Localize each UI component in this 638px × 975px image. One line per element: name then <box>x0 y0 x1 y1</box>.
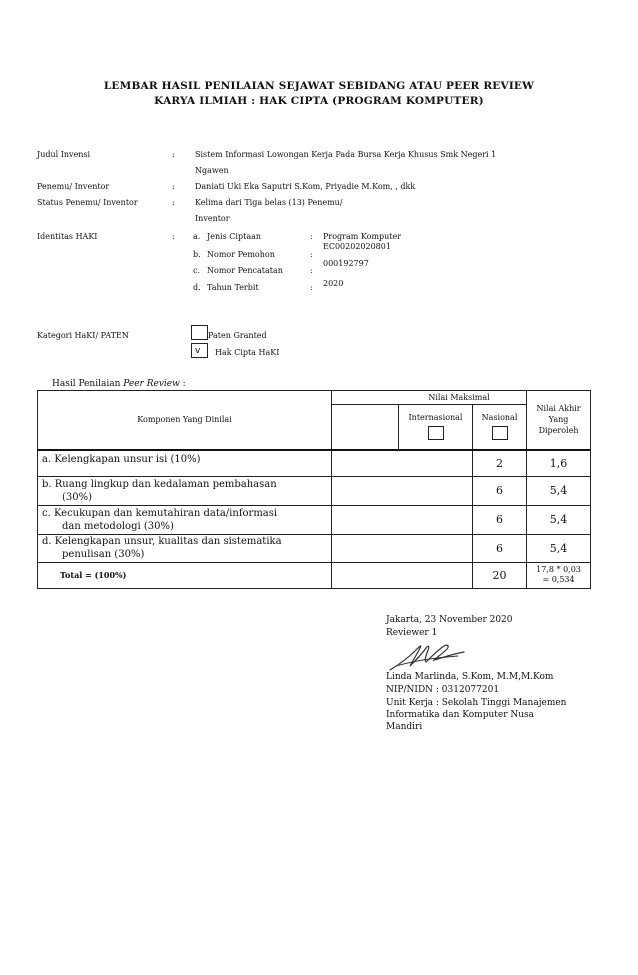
identitas-item-a-colon: : <box>310 232 313 241</box>
total-akhir <box>527 562 591 588</box>
identitas-item-c-letter: c. <box>193 266 201 275</box>
identitas-colon: : <box>172 232 175 241</box>
row-c-internasional <box>332 505 473 534</box>
identitas-item-a-value: Program Komputer <box>323 232 402 241</box>
status-value-line2: Inventor <box>195 214 230 223</box>
reviewer-name: Linda Marlinda, S.Kom, M.M,M.Kom <box>386 672 554 682</box>
identitas-label: Identitas HAKI <box>37 232 98 241</box>
row-d-akhir: 5,4 <box>527 534 591 562</box>
row-c-nasional: 6 <box>473 505 527 534</box>
judul-value-line2: Ngawen <box>195 166 229 175</box>
row-a-komponen: a. Kelengkapan unsur isi (10%) <box>38 450 332 477</box>
identitas-item-c-colon: : <box>310 266 313 275</box>
check-mark-icon: v <box>195 346 201 356</box>
total-akhir-line2: = 0,534 <box>542 575 575 585</box>
total-nasional: 20 <box>473 562 527 588</box>
status-colon: : <box>172 198 175 207</box>
header-nilai-maksimal <box>332 391 527 405</box>
kategori-label: Kategori HaKI/ PATEN <box>37 331 129 340</box>
hasil-prefix: Hasil Penilaian <box>52 379 124 389</box>
row-c-line1: c. Kecukupan dan kemutahiran data/informasi <box>42 507 278 519</box>
identitas-item-b-label: Nomor Pemohon <box>207 250 275 259</box>
table-row <box>38 450 591 477</box>
status-label: Status Penemu/ Inventor <box>37 198 138 207</box>
total-internasional <box>332 562 473 588</box>
row-a-akhir: 1,6 <box>527 450 591 477</box>
row-b-komponen <box>38 477 332 505</box>
identitas-item-c-label: Nomor Pencatatan <box>207 266 283 275</box>
row-d-internasional <box>332 534 473 562</box>
header-komponen: Komponen Yang Dinilai <box>38 391 332 450</box>
penemu-colon: : <box>172 182 175 191</box>
row-c-line2: dan metodologi (30%) <box>62 520 174 532</box>
header-nilai-akhir-line2: Yang <box>548 415 569 425</box>
header-internasional-text: Internasional <box>408 413 463 423</box>
header-spacer <box>332 405 399 450</box>
row-b-akhir: 5,4 <box>527 477 591 505</box>
total-akhir-line1: 17,8 * 0,03 <box>536 565 581 575</box>
peer-review-table <box>37 390 591 589</box>
row-a-internasional <box>332 450 473 477</box>
header-nilai-akhir <box>527 391 591 450</box>
hasil-suffix: : <box>179 379 186 389</box>
header-nasional <box>473 405 527 450</box>
row-c-komponen <box>38 505 332 534</box>
judul-label: Judul Invensi <box>37 150 91 159</box>
header-internasional <box>399 405 473 450</box>
identitas-item-b-colon: : <box>310 250 313 259</box>
internasional-checkbox[interactable] <box>428 426 444 440</box>
total-label: Total = (100%) <box>38 562 332 588</box>
table-row <box>38 534 591 562</box>
identitas-item-a-label: Jenis Ciptaan <box>207 232 262 241</box>
identitas-item-b-letter: b. <box>193 250 201 259</box>
row-d-nasional: 6 <box>473 534 527 562</box>
document-title-line1: LEMBAR HASIL PENILAIAN SEJAWAT SEBIDANG ATAU PEER REVIEW <box>103 80 535 92</box>
hasil-penilaian-heading <box>52 379 186 389</box>
table-row <box>38 477 591 505</box>
identitas-item-b-value: EC00202020801 <box>323 242 391 251</box>
paten-granted-label: Paten Granted <box>208 331 267 340</box>
hak-cipta-checkbox[interactable] <box>191 343 208 358</box>
row-c-akhir: 5,4 <box>527 505 591 534</box>
row-b-nasional: 6 <box>473 477 527 505</box>
row-d-line1: d. Kelengkapan unsur, kualitas dan sistematika <box>42 536 282 548</box>
status-value-line1: Kelima dari Tiga belas (13) Penemu/ <box>195 198 343 207</box>
row-b-line2: (30%) <box>62 491 93 503</box>
row-a-nasional: 2 <box>473 450 527 477</box>
signature-image <box>386 640 468 674</box>
table-row-total <box>38 562 591 588</box>
identitas-item-d-letter: d. <box>193 283 201 292</box>
judul-colon: : <box>172 150 175 159</box>
header-nilai-maksimal-text: Nilai Maksimal <box>428 393 490 403</box>
paten-granted-checkbox[interactable] <box>191 325 208 340</box>
nasional-checkbox[interactable] <box>492 426 508 440</box>
reviewer-role: Reviewer 1 <box>386 628 438 638</box>
reviewer-unit-line2: Informatika dan Komputer Nusa <box>386 710 535 720</box>
hasil-italic: Peer Review <box>123 379 180 389</box>
table-row <box>38 505 591 534</box>
row-d-komponen <box>38 534 332 562</box>
identitas-item-d-value: 2020 <box>323 279 344 288</box>
identitas-item-d-colon: : <box>310 283 313 292</box>
reviewer-unit-line1: Unit Kerja : Sekolah Tinggi Manajemen <box>386 698 567 708</box>
header-nilai-akhir-line3: Diperoleh <box>538 426 579 436</box>
row-b-line1: b. Ruang lingkup dan kedalaman pembahasan <box>42 478 277 490</box>
row-b-internasional <box>332 477 473 505</box>
hak-cipta-label: Hak Cipta HaKI <box>215 348 280 357</box>
header-nasional-text: Nasional <box>481 413 518 423</box>
reviewer-nip: NIP/NIDN : 0312077201 <box>386 685 500 695</box>
document-title-line2: KARYA ILMIAH : HAK CIPTA (PROGRAM KOMPUTER) <box>154 95 484 107</box>
identitas-item-a-letter: a. <box>193 232 201 241</box>
penemu-label: Penemu/ Inventor <box>37 182 110 191</box>
place-date: Jakarta, 23 November 2020 <box>386 615 513 625</box>
row-d-line2: penulisan (30%) <box>62 549 145 561</box>
identitas-item-d-label: Tahun Terbit <box>207 283 259 292</box>
reviewer-unit-line3: Mandiri <box>386 722 423 732</box>
header-nilai-akhir-line1: Nilai Akhir <box>536 404 581 414</box>
penemu-value: Daniati Uki Eka Saputri S.Kom, Priyadie M.Kom, , dkk <box>195 182 416 191</box>
identitas-item-c-value: 000192797 <box>323 259 369 268</box>
judul-value-line1: Sistem Informasi Lowongan Kerja Pada Bursa Kerja Khusus Smk Negeri 1 <box>195 150 497 159</box>
